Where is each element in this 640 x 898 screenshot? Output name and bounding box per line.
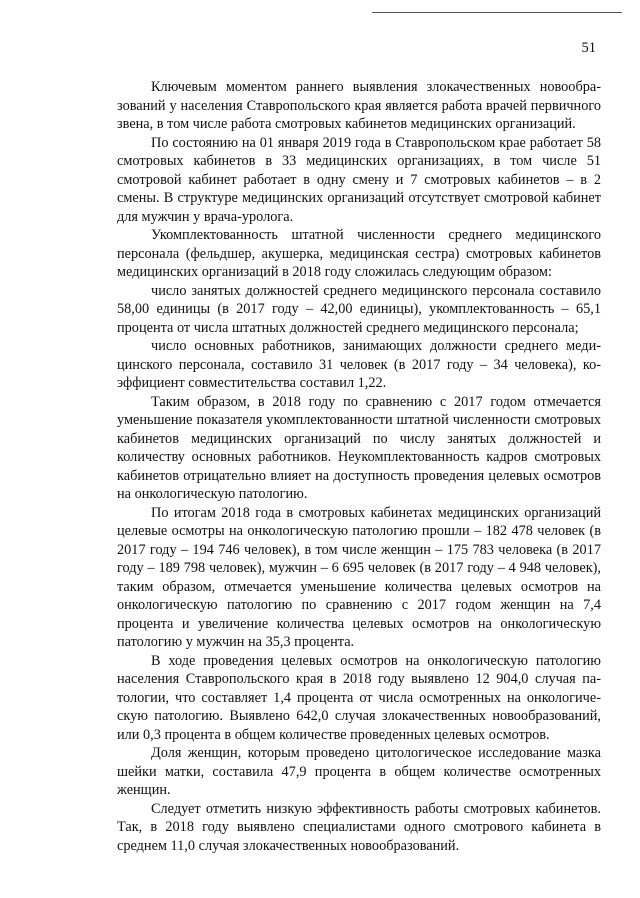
paragraph-2: По состоянию на 01 января 2019 года в Ставропольском крае работает 58 смотровых кабинетов в 33 медицинских организациях, в том числе 51 смотровой кабинет работает в одну смену и 7 смотровых кабинетов – в 2 смены. В структуре медицинских организаций отсутствует смотровой кабинет для мужчин у врача-уролога. [117, 134, 601, 225]
paragraph-3: Укомплектованность штатной численности среднего медицинского персонала (фельдшер, акушерка, медицинская сестра) смотровых кабинетов медицинских организаций в 2018 году сложилась следующим образом: [117, 227, 601, 280]
top-rule [372, 12, 622, 13]
paragraph-6: Таким образом, в 2018 году по сравнению с 2017 годом отмечается уменьшение показателя укомплектованности штатной численности смотровых кабинетов медицинских организаций по числу занятых должностей и количеству основных работников. Неукомплектованность кадров смотровых кабинетов отрицательно влияет на доступность проведения целевых осмотров на онкологическую патологию. [117, 393, 601, 502]
page-number: 51 [581, 40, 596, 56]
paragraph-10: Следует отметить низкую эффективность работы смотровых кабинетов. Так, в 2018 году выявлено специалистами одного смотрового кабинета в среднем 11,0 случая злокачественных новообразований. [117, 800, 601, 854]
paragraph-1: Ключевым моментом раннего выявления злокачественных новообразований у населения Ставропольского края является работа врачей первичного звена, в том числе работа смотровых кабинетов медицинских организаций. [117, 79, 601, 132]
paragraph-4: число занятых должностей среднего медицинского персонала составило 58,00 единицы (в 2017 году – 42,00 единицы), укомплектованность – 65,1 процента от числа штатных должностей среднего медицинского персонала; [117, 282, 601, 336]
paragraph-5: число основных работников, занимающих должности среднего медицинского персонала, составило 31 человек (в 2017 году – 34 человека), коэффициент совместительства составил 1,22. [117, 338, 601, 391]
paragraph-8: В ходе проведения целевых осмотров на онкологическую патологию населения Ставропольского края в 2018 году выявлено 12 904,0 случая патологии, что составляет 1,4 процента от числа осмотренных на онкологическую патологию. Выявлено 642,0 случая злокачественных новообразований, или 0,3 процента в общем количестве проведенных целевых осмотров. [117, 652, 601, 743]
body-text [117, 78, 601, 855]
paragraph-9: Доля женщин, которым проведено цитологическое исследование мазка шейки матки, составила 47,9 процента в общем количестве осмотренных женщин. [117, 745, 601, 798]
paragraph-7: По итогам 2018 года в смотровых кабинетах медицинских организаций целевые осмотры на онкологическую патологию прошли – 182 478 человек (в 2017 году – 194 746 человек), в том числе женщин – 175 783 человека (в 2017 году – 189 798 человек), мужчин – 6 695 человек (в 2017 году – 4 948 человек), таким образом, отмечается уменьшение количества целевых осмотров на онкологическую патологию по сравнению с 2017 годом женщин на 7,4 процента и увеличение количества целевых осмотров на онкологическую патологию у мужчин на 35,3 процента. [117, 504, 601, 650]
